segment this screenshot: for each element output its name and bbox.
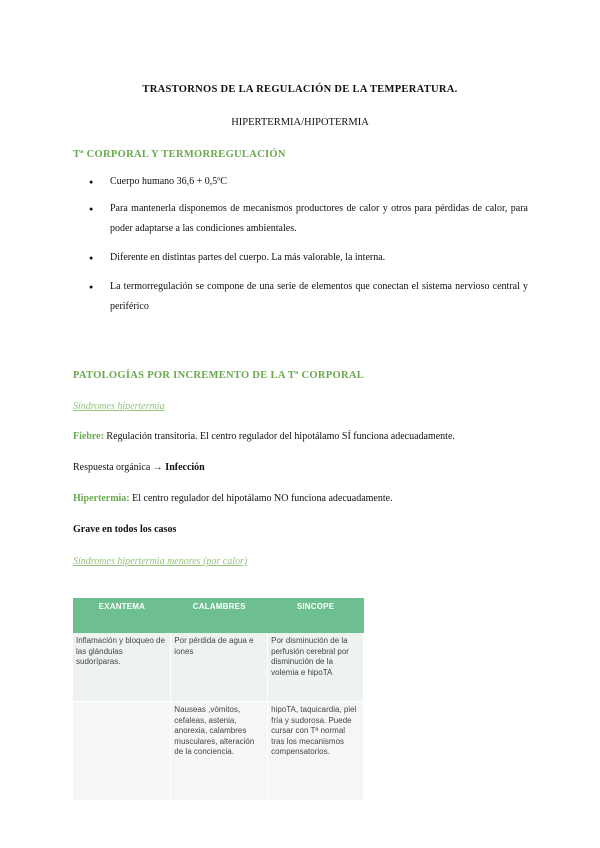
table-cell: Nauseas ,vómitos, cefaleas, astenia, anorexia, calambres musculares, alteración de la conciencia. [171,702,268,801]
hipertermia-label: Hipertermia: [73,493,130,504]
list-item: ● La termorregulación se compone de una serie de elementos que conectan el sistema nervioso central y periférico [73,277,528,317]
section-heading-patologias: PATOLOGÍAS POR INCREMENTO DE LA Tª CORPORAL [73,370,365,381]
table-header-exantema: EXANTEMA [73,598,171,633]
table-cell: Inflamación y bloqueo de las glándulas sudoríparas. [73,633,171,702]
table-cell [73,702,171,801]
fiebre-label: Fiebre: [73,431,104,442]
respuesta-text: Respuesta orgánica → [73,462,166,473]
paragraph-grave: Grave en todos los casos [73,524,177,535]
table-header-sincope: SINCOPE [268,598,364,633]
hipertermia-text: El centro regulador del hipotálamo NO funciona adecuadamente. [129,493,393,504]
fiebre-text: Regulación transitoria. El centro regulador del hipotálamo SÍ funciona adecuadamente. [103,431,455,442]
table-cell: Por pérdida de agua e iones [171,633,268,702]
table-cell: Por disminución de la perfusión cerebral por disminución de la volemia e hipoTA [268,633,364,702]
bullet-list [73,172,528,317]
table-header-row [73,598,364,633]
paragraph-fiebre [73,431,455,442]
list-item: ● Diferente en distintas partes del cuerpo. La más valorable, la interna. [73,248,528,268]
table-row [73,702,364,801]
section-heading-termorregulacion: Tª CORPORAL Y TERMORREGULACIÓN [73,149,286,160]
paragraph-respuesta [73,462,205,473]
list-item: ● Cuerpo humano 36,6 + 0,5ºC [73,172,528,192]
hipertermia-table [73,598,364,800]
list-item: ● Para mantenerla disponemos de mecanismos productores de calor y otros para pérdidas de calor, para poder adaptarse a las condiciones ambientales. [73,199,528,239]
link-sindromes-hipertermia[interactable]: Síndromes hipertermia [73,401,165,412]
link-sindromes-menores[interactable]: Síndromes hipertermia menores (por calor) [73,556,248,567]
document-subtitle: HIPERTERMIA/HIPOTERMIA [231,117,369,128]
respuesta-bold: Infección [165,462,205,473]
table-row [73,633,364,702]
table-cell: hipoTA, taquicardia, piel fría y sudorosa. Puede cursar con Tª normal tras los mecanismos compensatorios. [268,702,364,801]
paragraph-hipertermia [73,493,393,504]
table-header-calambres: CALAMBRES [171,598,268,633]
document-title: TRASTORNOS DE LA REGULACIÓN DE LA TEMPERATURA. [142,84,458,95]
